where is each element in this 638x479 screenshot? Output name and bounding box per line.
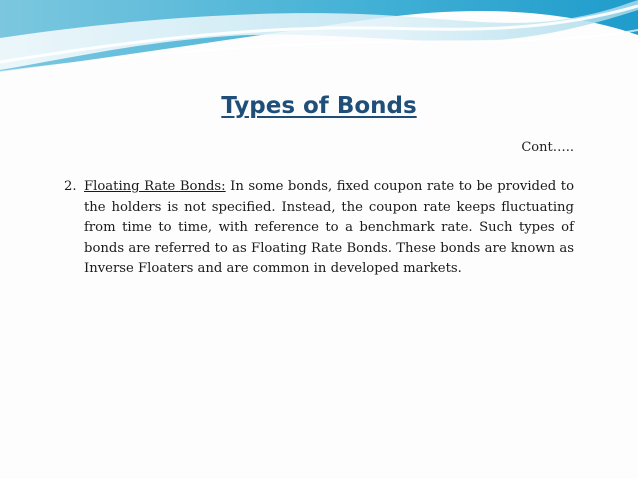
slide-title — [0, 89, 638, 123]
list-item-term: Floating Rate Bonds: — [84, 179, 226, 194]
slide-title-text: Types of Bonds — [221, 93, 417, 119]
list-item-text: In some bonds, fixed coupon rate to be provided to the holders is not specified. Instead, the coupon rate keeps fluctuating from time to time, with reference to a benchmark rate. Such types of bonds are referred to as Floating Rate Bonds. These bonds are known as Inverse Floaters and are common in developed markets. — [84, 179, 575, 276]
header-wave-decoration — [0, 0, 638, 80]
continuation-label: Cont….. — [521, 140, 574, 155]
list-item-number: 2. — [64, 179, 77, 194]
list-item — [64, 177, 574, 280]
list-item-body — [84, 177, 574, 280]
